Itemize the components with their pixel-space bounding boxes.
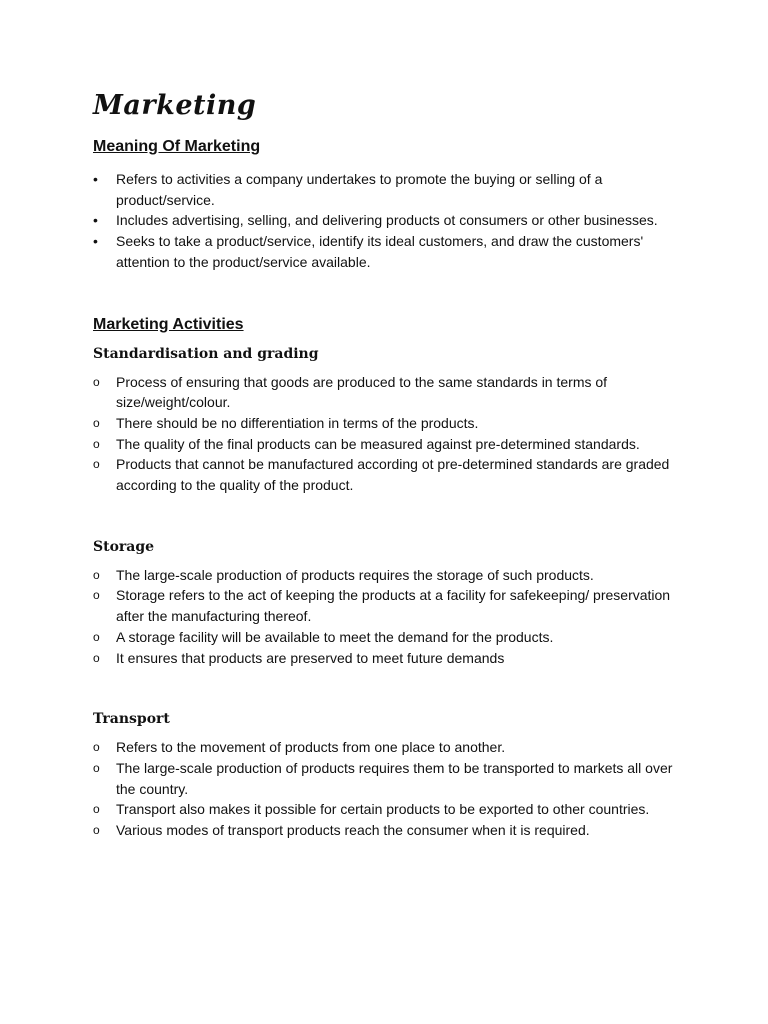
storage-heading: Storage <box>93 538 155 555</box>
transport-list <box>93 737 673 841</box>
circle-bullet-icon: o <box>93 629 100 644</box>
bullet-icon: • <box>93 233 98 250</box>
meaning-list <box>93 169 673 273</box>
list-item: o Products that cannot be manufactured according ot pre-determined standards are graded according to the quality of the product. <box>93 456 670 494</box>
bullet-icon: • <box>93 212 98 229</box>
list-item: • Refers to activities a company undertakes to promote the buying or selling of a product/service. <box>93 171 603 208</box>
list-item: o Transport also makes it possible for certain products to be exported to other countries. <box>93 799 673 820</box>
list-item: • Includes advertising, selling, and delivering products ot consumers or other businesses. <box>93 210 673 231</box>
meaning-heading: Meaning Of Marketing <box>93 138 261 155</box>
circle-bullet-icon: o <box>93 457 100 472</box>
circle-bullet-icon: o <box>93 802 100 817</box>
circle-bullet-icon: o <box>93 415 100 430</box>
list-item: o Refers to the movement of products from one place to another. <box>93 737 673 758</box>
list-item: o A storage facility will be available to meet the demand for the products. <box>93 627 673 648</box>
standardisation-list <box>93 372 673 496</box>
list-item: o Various modes of transport products reach the consumer when it is required. <box>93 820 673 841</box>
storage-list <box>93 565 673 669</box>
transport-heading: Transport <box>93 711 170 728</box>
list-item: o Process of ensuring that goods are produced to the same standards in terms of size/weight/colour. <box>93 373 608 411</box>
circle-bullet-icon: o <box>93 823 100 838</box>
document-title: Marketing <box>93 90 257 121</box>
circle-bullet-icon: o <box>93 740 100 755</box>
circle-bullet-icon: o <box>93 374 100 389</box>
standardisation-heading: Standardisation and grading <box>93 345 319 362</box>
circle-bullet-icon: o <box>93 567 100 582</box>
circle-bullet-icon: o <box>93 588 100 603</box>
list-item: o Storage refers to the act of keeping the products at a facility for safekeeping/ preservation after the manufacturing thereof. <box>93 587 671 625</box>
list-item: • Seeks to take a product/service, identify its ideal customers, and draw the customers' attention to the product/service available. <box>93 233 644 270</box>
list-item: o It ensures that products are preserved to meet future demands <box>93 648 673 669</box>
circle-bullet-icon: o <box>93 436 100 451</box>
list-item: o There should be no differentiation in terms of the products. <box>93 413 673 434</box>
document-page <box>93 86 673 841</box>
bullet-icon: • <box>93 171 98 187</box>
activities-heading: Marketing Activities <box>93 315 244 333</box>
circle-bullet-icon: o <box>93 650 100 665</box>
list-item: o The large-scale production of products requires the storage of such products. <box>93 565 673 586</box>
circle-bullet-icon: o <box>93 760 100 775</box>
list-item: o The large-scale production of products requires them to be transported to markets all over the country. <box>93 759 673 797</box>
list-item: o The quality of the final products can be measured against pre-determined standards. <box>93 434 673 455</box>
